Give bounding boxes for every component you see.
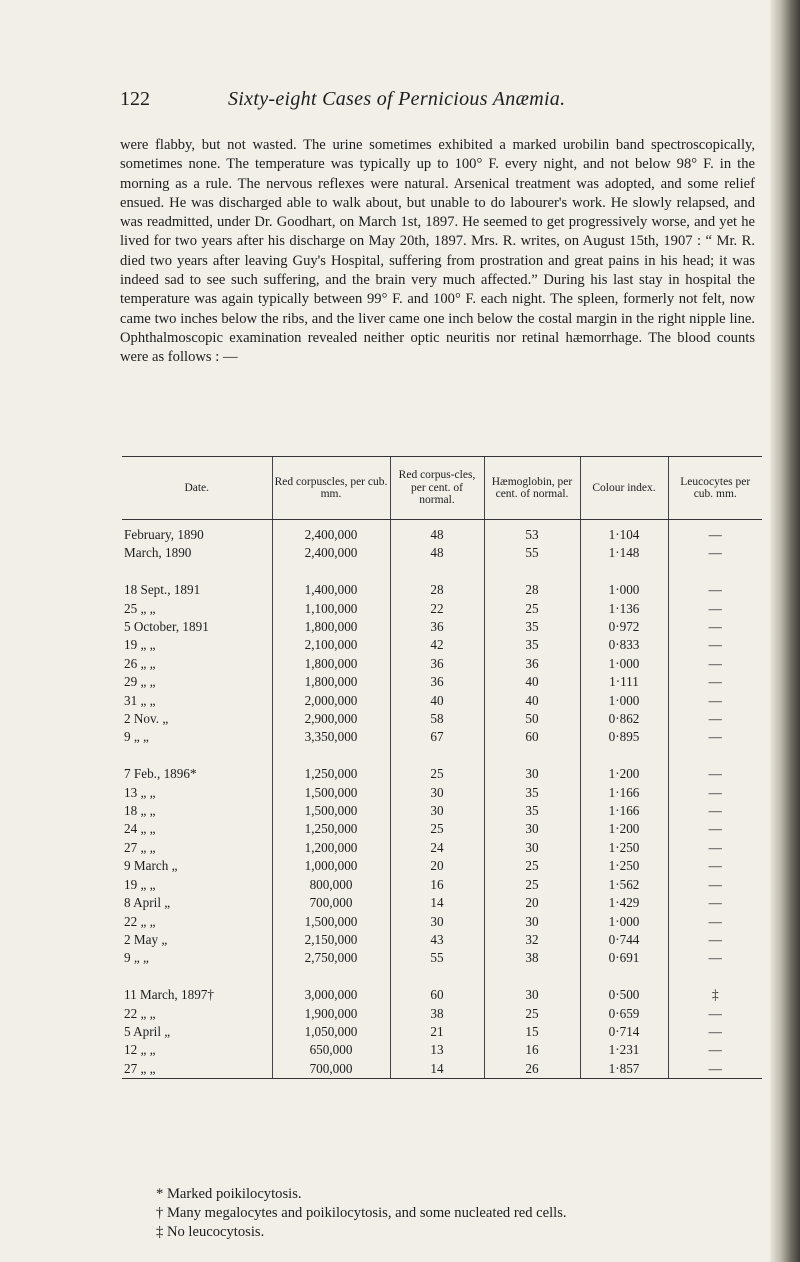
row-leucocytes: — bbox=[668, 931, 762, 949]
row-red-percent: 38 bbox=[390, 1005, 484, 1023]
row-leucocytes: — bbox=[668, 784, 762, 802]
row-leucocytes: — bbox=[668, 1023, 762, 1041]
row-colour-index: 1·136 bbox=[580, 600, 668, 618]
table-row bbox=[122, 728, 762, 746]
row-red-percent: 43 bbox=[390, 931, 484, 949]
row-red-percent: 30 bbox=[390, 913, 484, 931]
row-haemoglobin: 20 bbox=[484, 894, 580, 912]
row-colour-index: 0·833 bbox=[580, 636, 668, 654]
row-red-corpuscles: 1,250,000 bbox=[272, 765, 390, 783]
table-spacer-row bbox=[122, 747, 762, 765]
header-leucocytes: Leucocytes per cub. mm. bbox=[668, 457, 762, 520]
spacer-cell bbox=[272, 563, 390, 581]
row-red-corpuscles: 1,050,000 bbox=[272, 1023, 390, 1041]
row-red-percent: 67 bbox=[390, 728, 484, 746]
table-row bbox=[122, 1005, 762, 1023]
row-haemoglobin: 25 bbox=[484, 1005, 580, 1023]
table-row bbox=[122, 894, 762, 912]
row-red-percent: 16 bbox=[390, 876, 484, 894]
row-date: 22 „ „ bbox=[124, 1005, 156, 1021]
table-row bbox=[122, 949, 762, 967]
row-red-corpuscles: 700,000 bbox=[272, 1060, 390, 1079]
spacer-cell bbox=[484, 563, 580, 581]
row-red-corpuscles: 1,900,000 bbox=[272, 1005, 390, 1023]
row-colour-index: 1·200 bbox=[580, 765, 668, 783]
row-haemoglobin: 25 bbox=[484, 876, 580, 894]
row-date: 9 March „ bbox=[124, 858, 178, 874]
row-haemoglobin: 35 bbox=[484, 784, 580, 802]
row-red-corpuscles: 2,750,000 bbox=[272, 949, 390, 967]
footnote-dagger: † Many megalocytes and poikilocytosis, and some nucleated red cells. bbox=[156, 1205, 567, 1221]
spacer-cell bbox=[390, 747, 484, 765]
table-spacer-row bbox=[122, 563, 762, 581]
table-row bbox=[122, 1041, 762, 1059]
row-haemoglobin: 35 bbox=[484, 802, 580, 820]
body-paragraph: were flabby, but not wasted. The urine sometimes exhibited a marked urobilin band spectroscopically, sometimes none. The temperature was typically up to 100° F. every night, and not below 98° F. in the morning as a rule. The nervous reflexes were natural. Arsenical treatment was adopted, and some relief ensued. He was discharged able to walk about, but unable to do labourer's work. He slowly relapsed, and was readmitted, under Dr. Goodhart, on March 1st, 1897. He seemed to get progressively worse, and yet he lived for two years after his discharge on May 20th, 1897. Mrs. R. writes, on August 15th, 1907 : “ Mr. R. died two years after leaving Guy's Hospital, suffering from prostration and great pains in his head; it was indeed sad to see such suffering, and the brain very much affected.” During his last stay in hospital the temperature was again typically between 99° F. and 100° F. each night. The spleen, formerly not felt, now came two inches below the ribs, and the liver came one inch below the costal margin in the right nipple line. Ophthalmoscopic examination revealed neither optic neuritis nor retinal hæmorrhage. The blood counts were as follows : — bbox=[120, 137, 755, 366]
row-colour-index: 1·111 bbox=[580, 673, 668, 691]
table-row bbox=[122, 655, 762, 673]
row-colour-index: 1·250 bbox=[580, 839, 668, 857]
table-row bbox=[122, 839, 762, 857]
row-haemoglobin: 15 bbox=[484, 1023, 580, 1041]
row-haemoglobin: 30 bbox=[484, 765, 580, 783]
row-red-percent: 13 bbox=[390, 1041, 484, 1059]
row-red-corpuscles: 1,100,000 bbox=[272, 600, 390, 618]
row-red-percent: 20 bbox=[390, 857, 484, 875]
row-red-corpuscles: 3,000,000 bbox=[272, 986, 390, 1004]
row-leucocytes: — bbox=[668, 636, 762, 654]
row-colour-index: 0·744 bbox=[580, 931, 668, 949]
row-leucocytes: — bbox=[668, 857, 762, 875]
spacer-cell bbox=[272, 968, 390, 986]
row-leucocytes: — bbox=[668, 802, 762, 820]
row-colour-index: 0·691 bbox=[580, 949, 668, 967]
row-date: 19 „ „ bbox=[124, 637, 156, 653]
row-leucocytes: — bbox=[668, 655, 762, 673]
row-red-percent: 30 bbox=[390, 802, 484, 820]
row-date: 11 March, 1897† bbox=[124, 987, 214, 1003]
row-leucocytes: — bbox=[668, 765, 762, 783]
row-red-corpuscles: 1,500,000 bbox=[272, 913, 390, 931]
spacer-cell bbox=[668, 563, 762, 581]
header-colour-index: Colour index. bbox=[580, 457, 668, 520]
row-red-corpuscles: 1,800,000 bbox=[272, 655, 390, 673]
table-row bbox=[122, 1023, 762, 1041]
row-haemoglobin: 55 bbox=[484, 544, 580, 562]
row-date: 5 April „ bbox=[124, 1023, 171, 1039]
table-row bbox=[122, 913, 762, 931]
row-leucocytes: — bbox=[668, 876, 762, 894]
row-colour-index: 0·714 bbox=[580, 1023, 668, 1041]
row-leucocytes: ‡ bbox=[668, 986, 762, 1004]
spacer-cell bbox=[580, 563, 668, 581]
row-red-corpuscles: 1,000,000 bbox=[272, 857, 390, 875]
row-haemoglobin: 32 bbox=[484, 931, 580, 949]
table-row bbox=[122, 692, 762, 710]
row-leucocytes: — bbox=[668, 581, 762, 599]
row-haemoglobin: 30 bbox=[484, 820, 580, 838]
row-colour-index: 1·231 bbox=[580, 1041, 668, 1059]
row-date: 5 October, 1891 bbox=[124, 619, 209, 635]
row-date: 2 May „ bbox=[124, 931, 168, 947]
row-haemoglobin: 28 bbox=[484, 581, 580, 599]
row-date: 27 „ „ bbox=[124, 839, 156, 855]
footnote-double-dagger: ‡ No leucocytosis. bbox=[156, 1224, 265, 1240]
row-haemoglobin: 26 bbox=[484, 1060, 580, 1079]
row-date: 25 „ „ bbox=[124, 600, 156, 616]
spacer-cell bbox=[122, 563, 272, 581]
table-spacer-row bbox=[122, 968, 762, 986]
row-red-percent: 14 bbox=[390, 894, 484, 912]
row-leucocytes: — bbox=[668, 520, 762, 545]
row-date: 18 „ „ bbox=[124, 803, 156, 819]
row-haemoglobin: 38 bbox=[484, 949, 580, 967]
row-date: February, 1890 bbox=[124, 527, 204, 542]
spacer-cell bbox=[390, 968, 484, 986]
row-colour-index: 1·000 bbox=[580, 913, 668, 931]
book-spine-edge bbox=[770, 0, 800, 1262]
row-date: 19 „ „ bbox=[124, 876, 156, 892]
row-leucocytes: — bbox=[668, 710, 762, 728]
row-red-percent: 58 bbox=[390, 710, 484, 728]
row-red-percent: 25 bbox=[390, 765, 484, 783]
row-red-corpuscles: 2,150,000 bbox=[272, 931, 390, 949]
row-date: 27 „ „ bbox=[122, 1060, 272, 1079]
row-leucocytes: — bbox=[668, 894, 762, 912]
row-red-corpuscles: 1,500,000 bbox=[272, 802, 390, 820]
header-date: Date. bbox=[122, 457, 272, 520]
row-colour-index: 0·862 bbox=[580, 710, 668, 728]
table-row bbox=[122, 581, 762, 599]
table-row bbox=[122, 636, 762, 654]
row-leucocytes: — bbox=[668, 692, 762, 710]
row-leucocytes: — bbox=[668, 820, 762, 838]
row-red-percent: 36 bbox=[390, 673, 484, 691]
table-row bbox=[122, 802, 762, 820]
table-row bbox=[122, 618, 762, 636]
row-red-percent: 55 bbox=[390, 949, 484, 967]
row-red-corpuscles: 2,400,000 bbox=[272, 544, 390, 562]
row-leucocytes: — bbox=[668, 1041, 762, 1059]
row-leucocytes: — bbox=[668, 913, 762, 931]
blood-counts-table bbox=[122, 456, 762, 1079]
table-row bbox=[122, 520, 762, 545]
header-red-percent: Red corpus-cles, per cent. of normal. bbox=[390, 457, 484, 520]
row-haemoglobin: 25 bbox=[484, 600, 580, 618]
row-haemoglobin: 16 bbox=[484, 1041, 580, 1059]
row-leucocytes: — bbox=[668, 673, 762, 691]
row-date: 9 „ „ bbox=[124, 729, 149, 745]
row-red-corpuscles: 1,800,000 bbox=[272, 673, 390, 691]
row-leucocytes: — bbox=[668, 839, 762, 857]
row-date: 9 „ „ bbox=[124, 950, 149, 966]
row-date: 2 Nov. „ bbox=[124, 711, 169, 727]
table-header-row bbox=[122, 457, 762, 520]
row-colour-index: 1·104 bbox=[580, 520, 668, 545]
table-row bbox=[122, 600, 762, 618]
row-colour-index: 1·250 bbox=[580, 857, 668, 875]
row-red-corpuscles: 800,000 bbox=[272, 876, 390, 894]
row-colour-index: 1·148 bbox=[580, 544, 668, 562]
row-colour-index: 1·166 bbox=[580, 784, 668, 802]
table-body bbox=[122, 520, 762, 1079]
table-row bbox=[122, 857, 762, 875]
row-red-percent: 40 bbox=[390, 692, 484, 710]
row-red-corpuscles: 1,500,000 bbox=[272, 784, 390, 802]
table-row bbox=[122, 784, 762, 802]
row-haemoglobin: 25 bbox=[484, 857, 580, 875]
spacer-cell bbox=[390, 563, 484, 581]
row-date: 18 Sept., 1891 bbox=[124, 582, 201, 598]
row-colour-index: 1·562 bbox=[580, 876, 668, 894]
row-date: 29 „ „ bbox=[124, 674, 156, 690]
header-red-corpuscles: Red corpuscles, per cub. mm. bbox=[272, 457, 390, 520]
row-red-percent: 36 bbox=[390, 655, 484, 673]
row-red-percent: 30 bbox=[390, 784, 484, 802]
row-colour-index: 0·972 bbox=[580, 618, 668, 636]
spacer-cell bbox=[580, 968, 668, 986]
spacer-cell bbox=[122, 968, 272, 986]
row-red-percent: 22 bbox=[390, 600, 484, 618]
spacer-cell bbox=[668, 747, 762, 765]
row-red-percent: 48 bbox=[390, 520, 484, 545]
row-colour-index: 0·895 bbox=[580, 728, 668, 746]
row-red-percent: 28 bbox=[390, 581, 484, 599]
row-colour-index: 0·659 bbox=[580, 1005, 668, 1023]
row-colour-index: 1·857 bbox=[580, 1060, 668, 1079]
table-row bbox=[122, 1060, 762, 1079]
spacer-cell bbox=[668, 968, 762, 986]
row-red-percent: 24 bbox=[390, 839, 484, 857]
row-red-percent: 14 bbox=[390, 1060, 484, 1079]
table-row bbox=[122, 931, 762, 949]
row-colour-index: 1·166 bbox=[580, 802, 668, 820]
row-red-corpuscles: 650,000 bbox=[272, 1041, 390, 1059]
row-leucocytes: — bbox=[668, 1005, 762, 1023]
row-leucocytes: — bbox=[668, 600, 762, 618]
row-haemoglobin: 40 bbox=[484, 673, 580, 691]
row-red-corpuscles: 1,400,000 bbox=[272, 581, 390, 599]
row-haemoglobin: 40 bbox=[484, 692, 580, 710]
footnotes bbox=[156, 1185, 567, 1242]
table-row bbox=[122, 820, 762, 838]
row-red-percent: 48 bbox=[390, 544, 484, 562]
row-haemoglobin: 60 bbox=[484, 728, 580, 746]
row-red-corpuscles: 700,000 bbox=[272, 894, 390, 912]
table-row bbox=[122, 673, 762, 691]
row-date: 24 „ „ bbox=[124, 821, 156, 837]
row-red-corpuscles: 2,000,000 bbox=[272, 692, 390, 710]
table-row bbox=[122, 765, 762, 783]
row-leucocytes: — bbox=[668, 618, 762, 636]
row-date: 13 „ „ bbox=[124, 784, 156, 800]
row-red-corpuscles: 1,250,000 bbox=[272, 820, 390, 838]
row-haemoglobin: 36 bbox=[484, 655, 580, 673]
spacer-cell bbox=[580, 747, 668, 765]
row-red-percent: 36 bbox=[390, 618, 484, 636]
spacer-cell bbox=[484, 747, 580, 765]
row-date: 31 „ „ bbox=[124, 692, 156, 708]
header-haemoglobin: Hæmoglobin, per cent. of normal. bbox=[484, 457, 580, 520]
row-haemoglobin: 30 bbox=[484, 986, 580, 1004]
running-title: Sixty-eight Cases of Pernicious Anæmia. bbox=[228, 88, 566, 110]
row-red-corpuscles: 3,350,000 bbox=[272, 728, 390, 746]
row-date: March, 1890 bbox=[124, 545, 192, 561]
row-red-corpuscles: 1,800,000 bbox=[272, 618, 390, 636]
row-haemoglobin: 30 bbox=[484, 839, 580, 857]
row-red-percent: 21 bbox=[390, 1023, 484, 1041]
row-red-percent: 42 bbox=[390, 636, 484, 654]
table-row bbox=[122, 544, 762, 562]
row-red-corpuscles: 2,100,000 bbox=[272, 636, 390, 654]
row-red-percent: 60 bbox=[390, 986, 484, 1004]
row-red-corpuscles: 1,200,000 bbox=[272, 839, 390, 857]
row-red-percent: 25 bbox=[390, 820, 484, 838]
row-date: 12 „ „ bbox=[124, 1042, 156, 1058]
row-leucocytes: — bbox=[668, 1060, 762, 1079]
page-number: 122 bbox=[120, 88, 150, 110]
row-leucocytes: — bbox=[668, 728, 762, 746]
row-colour-index: 1·200 bbox=[580, 820, 668, 838]
row-leucocytes: — bbox=[668, 949, 762, 967]
table-row bbox=[122, 986, 762, 1004]
table-row bbox=[122, 710, 762, 728]
spacer-cell bbox=[272, 747, 390, 765]
row-date: 8 April „ bbox=[124, 895, 171, 911]
spacer-cell bbox=[484, 968, 580, 986]
page-header bbox=[120, 88, 760, 118]
row-date: 22 „ „ bbox=[124, 913, 156, 929]
spacer-cell bbox=[122, 747, 272, 765]
row-haemoglobin: 50 bbox=[484, 710, 580, 728]
row-red-corpuscles: 2,400,000 bbox=[272, 520, 390, 545]
row-leucocytes: — bbox=[668, 544, 762, 562]
row-colour-index: 1·000 bbox=[580, 581, 668, 599]
row-colour-index: 1·000 bbox=[580, 692, 668, 710]
row-red-corpuscles: 2,900,000 bbox=[272, 710, 390, 728]
row-colour-index: 1·429 bbox=[580, 894, 668, 912]
row-date: 26 „ „ bbox=[124, 655, 156, 671]
row-colour-index: 0·500 bbox=[580, 986, 668, 1004]
row-haemoglobin: 35 bbox=[484, 636, 580, 654]
row-haemoglobin: 30 bbox=[484, 913, 580, 931]
row-haemoglobin: 35 bbox=[484, 618, 580, 636]
row-colour-index: 1·000 bbox=[580, 655, 668, 673]
footnote-asterisk: * Marked poikilocytosis. bbox=[156, 1186, 302, 1202]
row-date: 7 Feb., 1896* bbox=[124, 766, 197, 782]
row-haemoglobin: 53 bbox=[484, 520, 580, 545]
table-row bbox=[122, 876, 762, 894]
